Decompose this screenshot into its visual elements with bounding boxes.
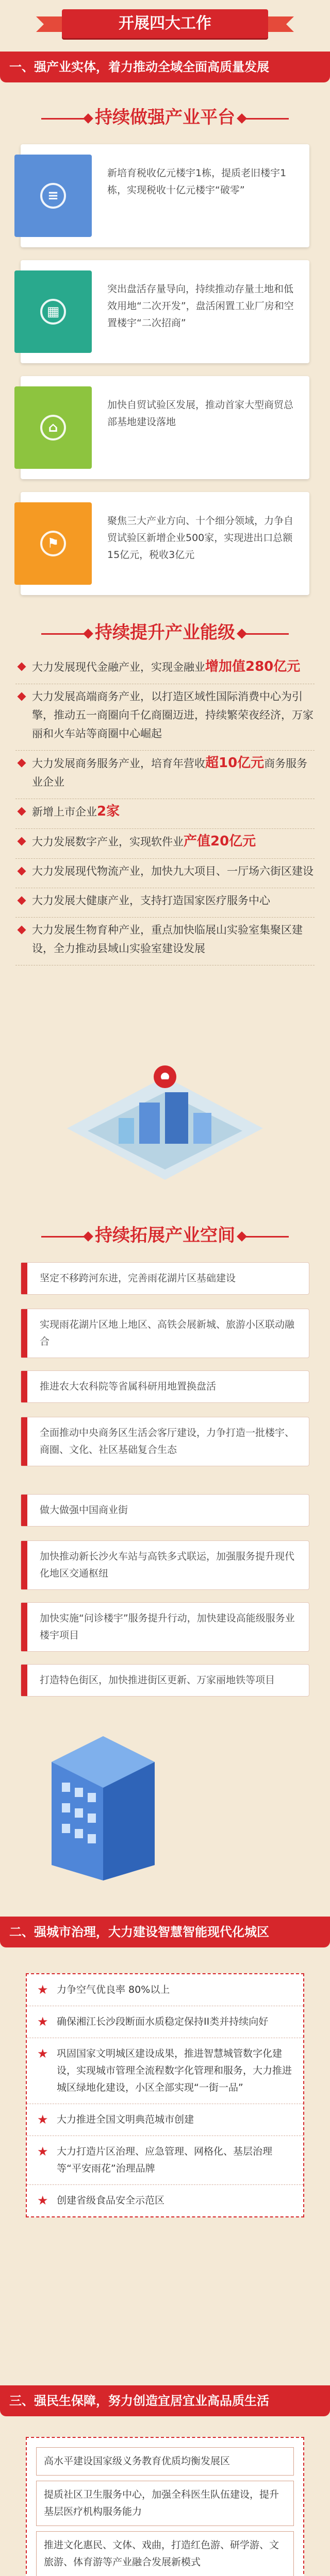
list-item: 大力发展大健康产业，支持打造国家医疗服务中心 xyxy=(15,888,315,918)
card-text: 新培育税收亿元楼宇1栋，提质老旧楼宇1栋，实现税收十亿元楼宇“破零” xyxy=(107,167,287,196)
highlight-value: 超10亿元 xyxy=(205,755,265,771)
page-title: 开展四大工作 xyxy=(62,9,268,38)
list-item: ★ 巩固国家文明城区建设成果，推进智慧城管数字化建设，实现城市管理全流程数字化管理和服务，大力推进城区绿地化建设，小区全部实现“一街一品” xyxy=(27,2038,303,2104)
list-item: 大力发展现代金融产业，实现金融业增加值280亿元 xyxy=(15,654,315,684)
platform-card-2 xyxy=(21,260,309,363)
heading-decoration-left xyxy=(41,1236,88,1238)
heading-text: 持续拓展产业空间 xyxy=(95,1225,235,1246)
card-text: 突出盘活存量导向，持续推动存量土地和低效用地“二次开发”，盘活闲置工业厂房和空置楼宇“二次招商” xyxy=(107,283,294,329)
heading-decoration-right xyxy=(242,118,289,120)
highlight-value: 2家 xyxy=(97,804,120,819)
factory-icon: ⌂ xyxy=(40,415,66,440)
smart-city-illustration xyxy=(62,1056,268,1190)
star-icon: ★ xyxy=(37,2193,48,2208)
card-tab xyxy=(14,502,92,585)
heading-decoration-right xyxy=(242,633,289,635)
list-item: 新增上市企业2家 xyxy=(15,799,315,829)
livelihood-box xyxy=(26,2437,304,2576)
highlight-value: 增加值280亿元 xyxy=(205,659,301,674)
card-text: 加快自贸试验区发展，推动首家大型商贸总部基地建设落地 xyxy=(107,399,294,428)
section-1-part-3-heading xyxy=(0,1221,330,1246)
star-icon: ★ xyxy=(37,2014,48,2029)
star-icon: ★ xyxy=(37,2112,48,2127)
section-1-part-1-heading xyxy=(0,103,330,128)
building-icon: ▦ xyxy=(40,299,66,325)
governance-box xyxy=(26,1973,304,2217)
heading-decoration-left xyxy=(41,118,88,120)
space-item: 打造特色街区，加快推进街区更新、万家丽地铁等项目 xyxy=(21,1664,309,1697)
heading-decoration-right xyxy=(242,1236,289,1238)
list-item: 大力发展生物育种产业，重点加快临展山实验室集聚区建设，全力推动县域山实验室建设发展 xyxy=(15,918,315,965)
flag-icon: ⚑ xyxy=(40,531,66,556)
building-illustration xyxy=(36,1731,170,1886)
list-item: ★ 创建省级食品安全示范区 xyxy=(37,2193,165,2208)
section-2-bar: 二、强城市治理，大力建设智慧智能现代化城区 xyxy=(0,1917,330,1947)
list-item: 大力发展数字产业，实现软件业产值20亿元 xyxy=(15,829,315,859)
list-item: ★ 大力推进全国文明典范城市创建 xyxy=(27,2104,303,2136)
star-icon: ★ xyxy=(37,2046,48,2061)
card-tab xyxy=(14,155,92,237)
platform-card-3 xyxy=(21,376,309,479)
platform-card-1 xyxy=(21,144,309,247)
list-item: 大力发展商务服务产业，培育年营收超10亿元商务服务业企业 xyxy=(15,751,315,799)
list-item: ★ 大力打造片区治理、应急管理、网格化、基层治理等“平安雨花”治理品牌 xyxy=(27,2136,303,2185)
space-item: 坚定不移跨河东进，完善雨花湖片区基础建设 xyxy=(21,1262,309,1295)
list-item: 提质社区卫生服务中心，加强全科医生队伍建设，提升基层医疗机构服务能力 xyxy=(36,2481,294,2526)
list-item: 大力发展高端商务产业，以打造区域性国际消费中心为引擎，推动五一商圈向千亿商圈迈进，持续繁荣夜经济，万家丽和火车站等商圈中心崛起 xyxy=(15,684,315,751)
star-icon: ★ xyxy=(37,2144,48,2159)
space-item: 全面推动中央商务区生活会客厅建设，力争打造一批楼宇、商圈、文化、社区基础复合生态 xyxy=(21,1417,309,1466)
highlight-value: 产值20亿元 xyxy=(184,834,256,849)
section-3-bar: 三、强民生保障，努力创造宜居宜业高品质生活 xyxy=(0,2385,330,2416)
list-item: 推进文化惠民、文体、戏曲，打造红色游、研学游、文旅游、体育游等产业融合发展新模式 xyxy=(36,2531,294,2576)
heading-text: 持续提升产业能级 xyxy=(95,622,235,643)
platform-card-4 xyxy=(21,492,309,595)
space-item: 推进农大农科院等省属科研用地置换盘活 xyxy=(21,1370,309,1403)
card-tab xyxy=(14,270,92,353)
list-item: 高水平建设国家级义务教育优质均衡发展区 xyxy=(36,2447,294,2476)
list-item: ★ 力争空气优良率 80%以上 xyxy=(27,1974,303,2006)
document-icon: ≡ xyxy=(40,183,66,209)
list-item: 大力发展现代物流产业，加快九大项目、一厅场六街区建设 xyxy=(15,859,315,888)
card-text: 聚焦三大产业方向、十个细分领域，力争自贸试验区新增企业500家，实现进出口总额15亿元，税收3亿元 xyxy=(107,515,294,561)
card-tab xyxy=(14,386,92,469)
space-item: 加快实施“问诊楼宇”服务提升行动，加快建设高能级服务业楼宇项目 xyxy=(21,1602,309,1652)
space-item: 加快推动新长沙火车站与高铁多式联运，加强服务提升现代化地区交通枢纽 xyxy=(21,1540,309,1590)
space-item: 做大做强中国商业街 xyxy=(21,1494,309,1527)
section-1-bar: 一、强产业实体，着力推动全域全面高质量发展 xyxy=(0,52,330,82)
section-1-part-2-heading xyxy=(0,618,330,643)
star-icon: ★ xyxy=(37,1982,48,1997)
list-item: ★ 确保湘江长沙段断面水质稳定保持II类并持续向好 xyxy=(27,2006,303,2038)
capability-list xyxy=(15,654,315,965)
heading-text: 持续做强产业平台 xyxy=(95,107,235,128)
space-item: 实现雨花湖片区地上地区、高铁会展新城、旅游小区联动融合 xyxy=(21,1309,309,1358)
heading-decoration-left xyxy=(41,633,88,635)
